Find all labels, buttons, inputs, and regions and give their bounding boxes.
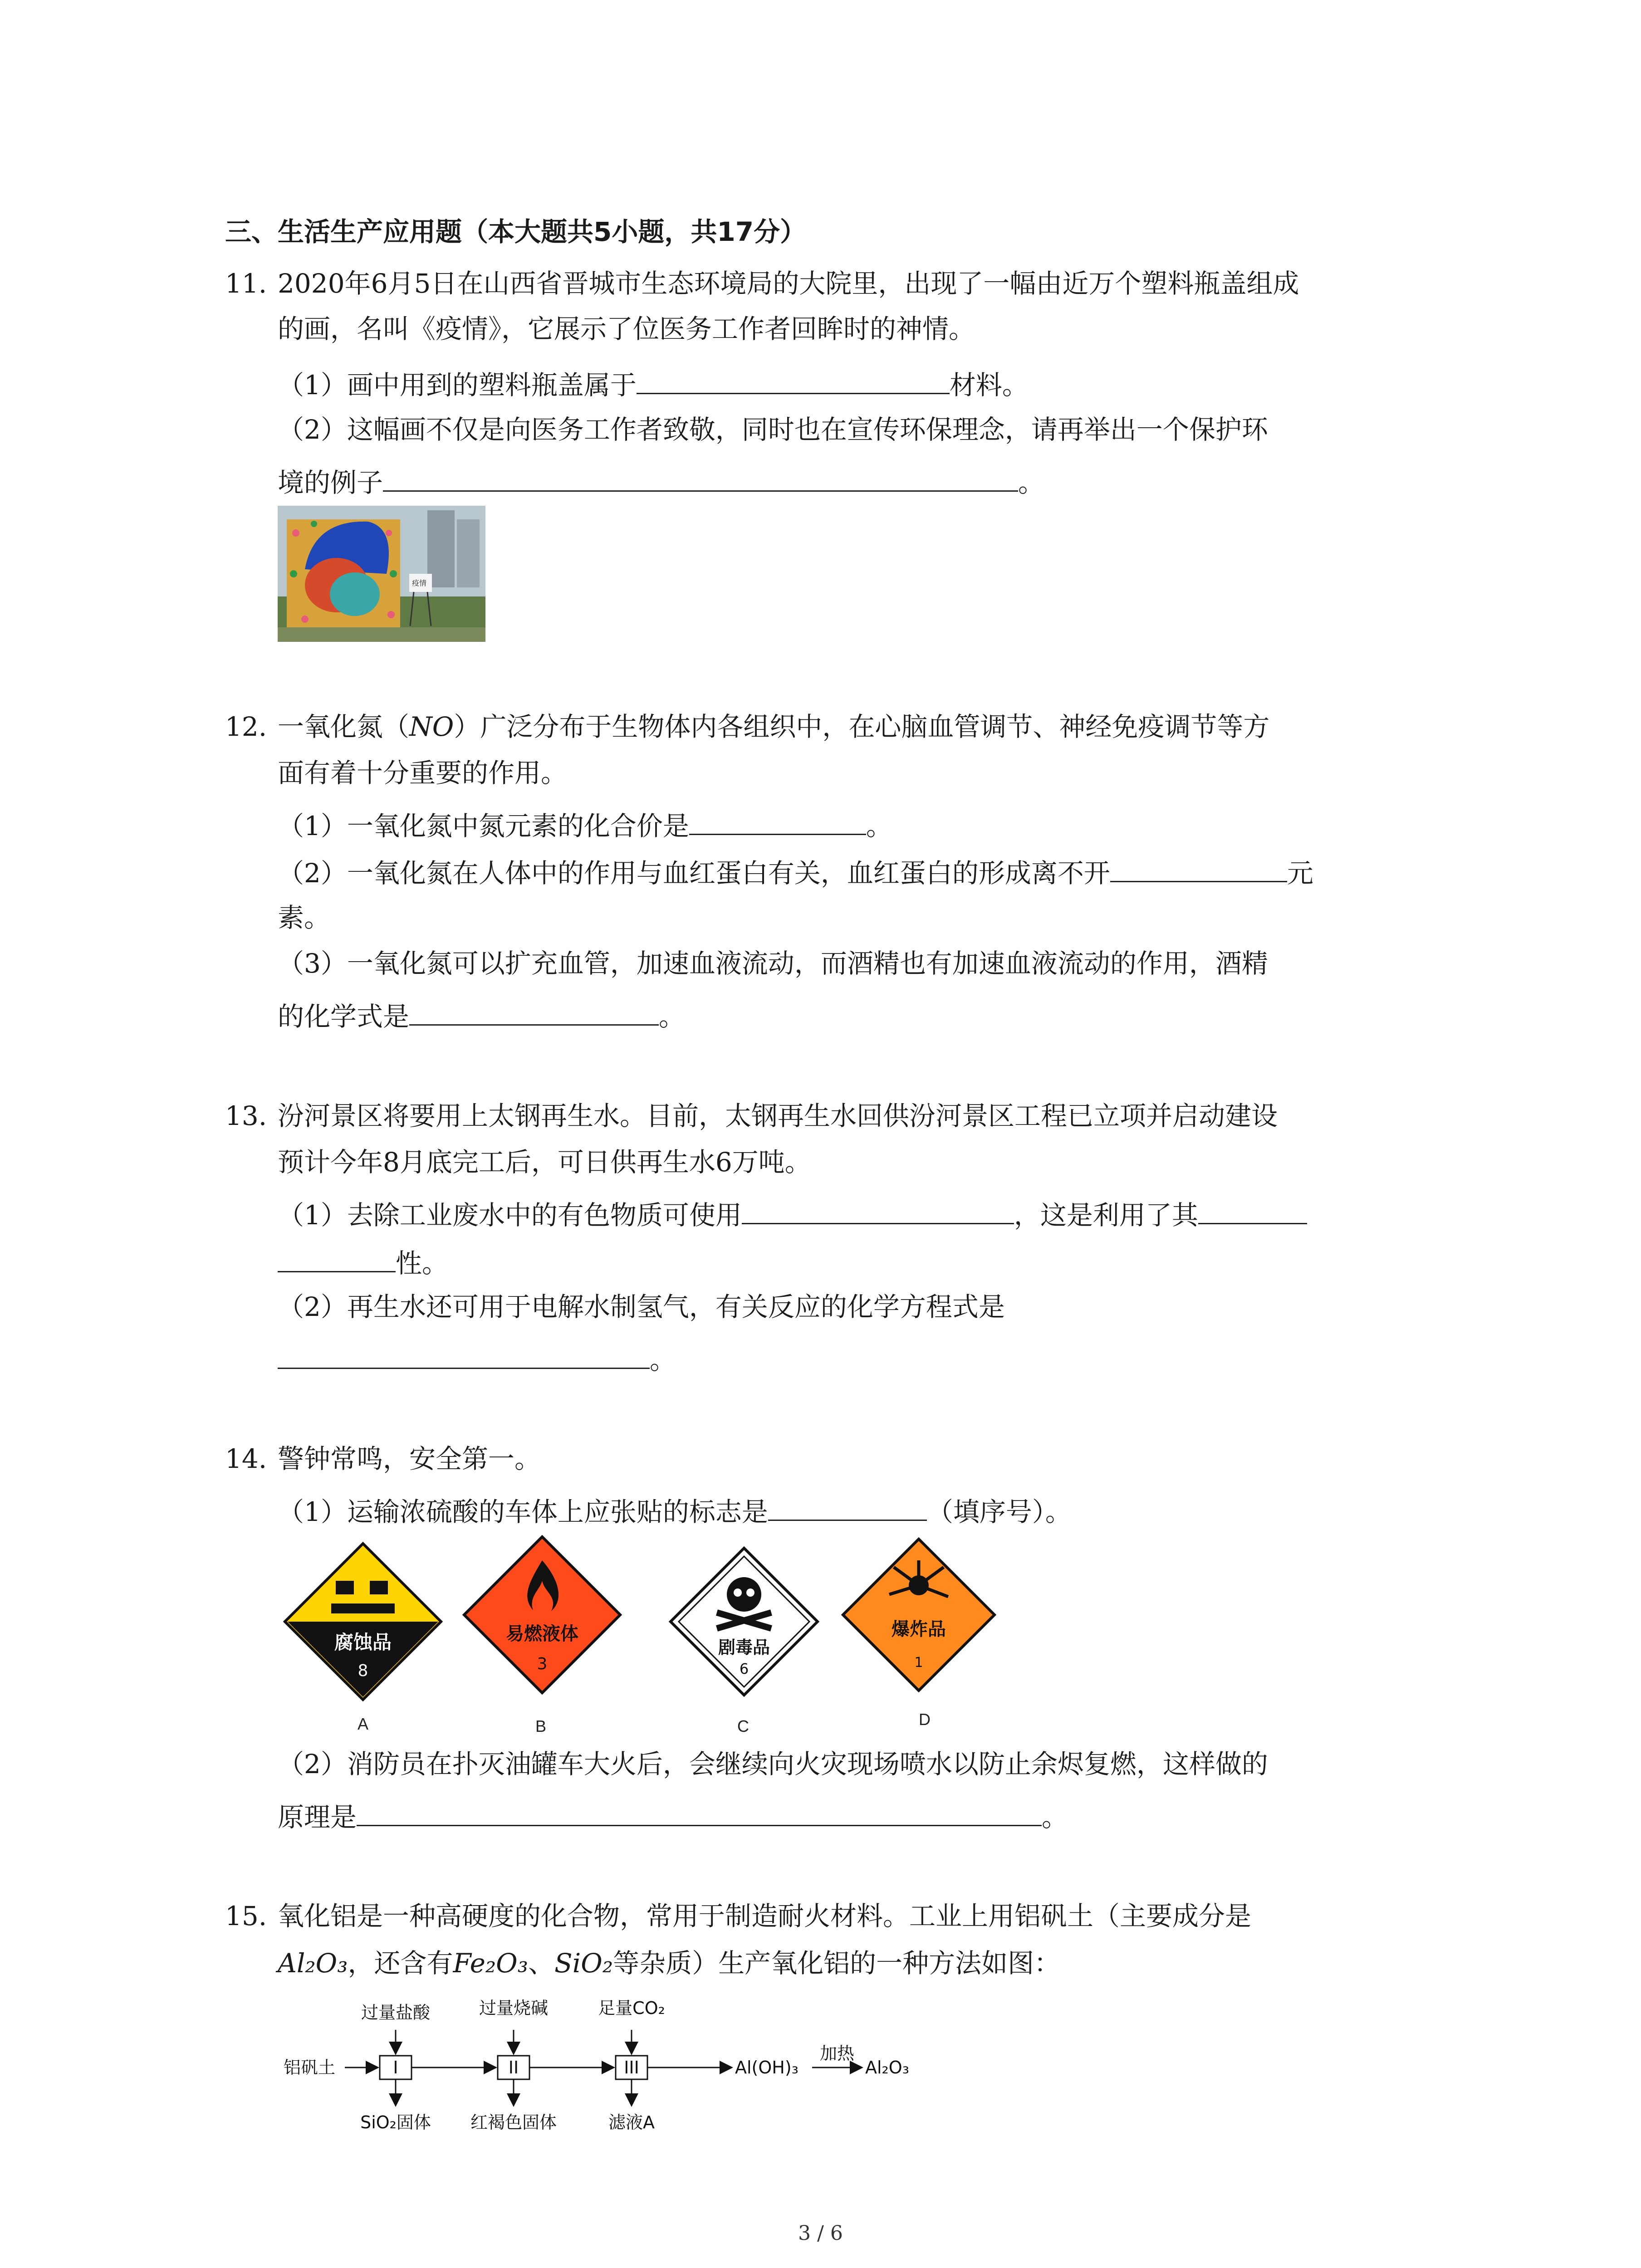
q11-part1 bbox=[278, 367, 1029, 401]
q12-part3-text: 的化学式是 bbox=[278, 1001, 410, 1032]
q12-part2-text: （2）一氧化氮在人体中的作用与血红蛋白有关，血红蛋白的形成离不开 bbox=[278, 858, 1110, 889]
question-number-15: 15. bbox=[225, 1901, 267, 1931]
q11-stem-line1: 2020年6月5日在山西省晋城市生态环境局的大院里，出现了一幅由近万个塑料瓶盖组成 bbox=[278, 268, 1299, 299]
hazard-sign-corrosive bbox=[281, 1540, 445, 1703]
q15-separator: 、 bbox=[528, 1948, 554, 1979]
q13-answer-blank-3[interactable] bbox=[278, 1341, 650, 1369]
formula-al2o3: Al₂O₃ bbox=[278, 1948, 348, 1979]
q12-part2 bbox=[278, 855, 1313, 890]
painting-caption: 疫情 bbox=[412, 579, 427, 587]
q13-part1-line2 bbox=[278, 1245, 448, 1280]
sign-a-text: 腐蚀品 bbox=[334, 1631, 392, 1653]
flow-input-3: 足量CO₂ bbox=[598, 1998, 665, 2018]
flow-step-3: III bbox=[624, 2058, 639, 2077]
q13-part1 bbox=[278, 1197, 1307, 1232]
q13-part2-line1: （2）再生水还可用于电解水制氢气，有关反应的化学方程式是 bbox=[278, 1291, 1005, 1322]
q12-answer-blank-1[interactable] bbox=[689, 807, 866, 835]
q11-part1-suffix: 材料。 bbox=[949, 370, 1029, 401]
alumina-process-flowchart bbox=[279, 1987, 950, 2150]
q13-answer-blank-2a[interactable] bbox=[1198, 1197, 1307, 1224]
flow-step-1: I bbox=[393, 2058, 398, 2077]
hazard-sign-toxic bbox=[667, 1545, 821, 1699]
sign-label-d: D bbox=[919, 1710, 931, 1729]
sign-a-class: 8 bbox=[358, 1662, 368, 1680]
q11-part2-suffix: 。 bbox=[1018, 467, 1045, 498]
q14-part2-suffix: 。 bbox=[1042, 1802, 1068, 1833]
q13-part1-mid: ，这是利用了其 bbox=[1014, 1200, 1198, 1231]
flow-output-3: 滤液A bbox=[608, 2112, 655, 2132]
flow-product-2: Al₂O₃ bbox=[865, 2058, 909, 2077]
flow-input-2: 过量烧碱 bbox=[479, 1998, 549, 2018]
q12-part1-text: （1）一氧化氮中氮元素的化合价是 bbox=[278, 811, 689, 841]
q12-stem-line2: 面有着十分重要的作用。 bbox=[278, 758, 568, 788]
q12-part1-suffix: 。 bbox=[866, 811, 892, 841]
q14-part1-suffix: （填序号）。 bbox=[926, 1496, 1072, 1527]
q14-part1-text: （1）运输浓硫酸的车体上应张贴的标志是 bbox=[278, 1496, 768, 1527]
page-number: 3 / 6 bbox=[798, 2222, 843, 2245]
q15-stem-line2 bbox=[278, 1947, 1060, 1980]
q15-stem-text-a: ，还含有 bbox=[348, 1948, 453, 1979]
q14-answer-blank-2[interactable] bbox=[357, 1799, 1042, 1826]
question-number-12: 12. bbox=[225, 711, 267, 742]
question-number-13: 13. bbox=[225, 1100, 267, 1131]
q13-part1-text: （1）去除工业废水中的有色物质可使用 bbox=[278, 1200, 742, 1231]
q13-part1-suffix: 性。 bbox=[396, 1248, 449, 1279]
q12-answer-blank-2[interactable] bbox=[1110, 855, 1287, 882]
q14-answer-blank-1[interactable] bbox=[768, 1493, 927, 1521]
sign-c-text: 剧毒品 bbox=[718, 1637, 770, 1657]
formula-fe2o3: Fe₂O₃ bbox=[453, 1948, 528, 1979]
q13-answer-blank-1[interactable] bbox=[742, 1197, 1014, 1224]
q15-stem-text-b: 等杂质）生产氧化铝的一种方法如图： bbox=[613, 1948, 1061, 1979]
q12-answer-blank-3[interactable] bbox=[409, 998, 659, 1026]
flow-step-2: II bbox=[508, 2058, 519, 2077]
question-number-14: 14. bbox=[225, 1443, 267, 1474]
flow-output-2: 红褐色固体 bbox=[470, 2112, 557, 2132]
sign-label-a: A bbox=[358, 1715, 369, 1733]
q12-part2-line2: 素。 bbox=[278, 902, 331, 933]
sign-b-text: 易燃液体 bbox=[506, 1623, 578, 1644]
sign-label-b: B bbox=[535, 1717, 547, 1735]
q13-part2-suffix: 。 bbox=[650, 1344, 676, 1375]
q15-stem-line1: 氧化铝是一种高硬度的化合物，常用于制造耐火材料。工业上用铝矾土（主要成分是 bbox=[278, 1901, 1252, 1931]
q14-part2-line1: （2）消防员在扑灭油罐车大火后，会继续向火灾现场喷水以防止余烬复燃，这样做的 bbox=[278, 1749, 1268, 1779]
flow-heat-label: 加热 bbox=[819, 2043, 855, 2063]
sign-b-class: 3 bbox=[537, 1655, 548, 1673]
q12-part3 bbox=[278, 998, 685, 1033]
q12-part1 bbox=[278, 807, 892, 842]
q12-stem-text-a: 一氧化氮（ bbox=[278, 711, 410, 742]
q11-part2-line1: （2）这幅画不仅是向医务工作者致敬，同时也在宣传环保理念，请再举出一个保护环 bbox=[278, 414, 1268, 445]
q12-part2-suffix: 元 bbox=[1287, 858, 1313, 889]
flow-input-1: 过量盐酸 bbox=[361, 2003, 431, 2023]
sign-d-text: 爆炸品 bbox=[892, 1619, 946, 1640]
q12-stem-text-b: ）广泛分布于生物体内各组织中，在心脑血管调节、神经免疫调节等方 bbox=[454, 711, 1270, 742]
sign-d-class: 1 bbox=[914, 1655, 923, 1671]
q12-part3-suffix: 。 bbox=[659, 1001, 686, 1032]
q14-stem: 警钟常鸣，安全第一。 bbox=[278, 1443, 541, 1474]
q11-part1-text: （1）画中用到的塑料瓶盖属于 bbox=[278, 370, 637, 401]
q12-stem-line1 bbox=[278, 710, 1269, 743]
sign-c-class: 6 bbox=[739, 1660, 749, 1677]
section-title: 三、生活生产应用题（本大题共5小题，共17分） bbox=[225, 216, 807, 247]
q11-part2-text: 境的例子 bbox=[278, 467, 383, 498]
sign-label-c: C bbox=[737, 1717, 749, 1735]
q11-answer-blank-2[interactable] bbox=[383, 464, 1018, 492]
q14-part2 bbox=[278, 1799, 1068, 1833]
bottle-cap-painting-image bbox=[278, 506, 485, 642]
q13-stem-line1: 汾河景区将要用上太钢再生水。目前，太钢再生水回供汾河景区工程已立项并启动建设 bbox=[278, 1100, 1278, 1131]
hazard-sign-explosive bbox=[839, 1535, 998, 1694]
q11-part2 bbox=[278, 464, 1044, 499]
flow-product-1: Al(OH)₃ bbox=[735, 2058, 798, 2077]
formula-sio2: SiO₂ bbox=[554, 1948, 613, 1979]
q11-stem-line2: 的画，名叫《疫情》，它展示了位医务工作者回眸时的神情。 bbox=[278, 313, 975, 344]
q13-answer-blank-2b[interactable] bbox=[278, 1245, 396, 1272]
q13-stem-line2: 预计今年8月底完工后，可日供再生水6万吨。 bbox=[278, 1147, 811, 1178]
q14-part1 bbox=[278, 1493, 1072, 1528]
q13-part2 bbox=[278, 1341, 676, 1376]
q12-part3-line1: （3）一氧化氮可以扩充血管，加速血液流动，而酒精也有加速血液流动的作用，酒精 bbox=[278, 948, 1268, 979]
hazard-sign-flammable-liquid bbox=[460, 1533, 624, 1696]
q14-part2-text: 原理是 bbox=[278, 1802, 357, 1833]
q11-answer-blank-1[interactable] bbox=[637, 367, 950, 394]
flow-output-1: SiO₂固体 bbox=[360, 2112, 431, 2132]
flow-start-label: 铝矾土 bbox=[284, 2058, 336, 2077]
formula-no: NO bbox=[409, 711, 454, 742]
question-number-11: 11. bbox=[225, 268, 267, 299]
